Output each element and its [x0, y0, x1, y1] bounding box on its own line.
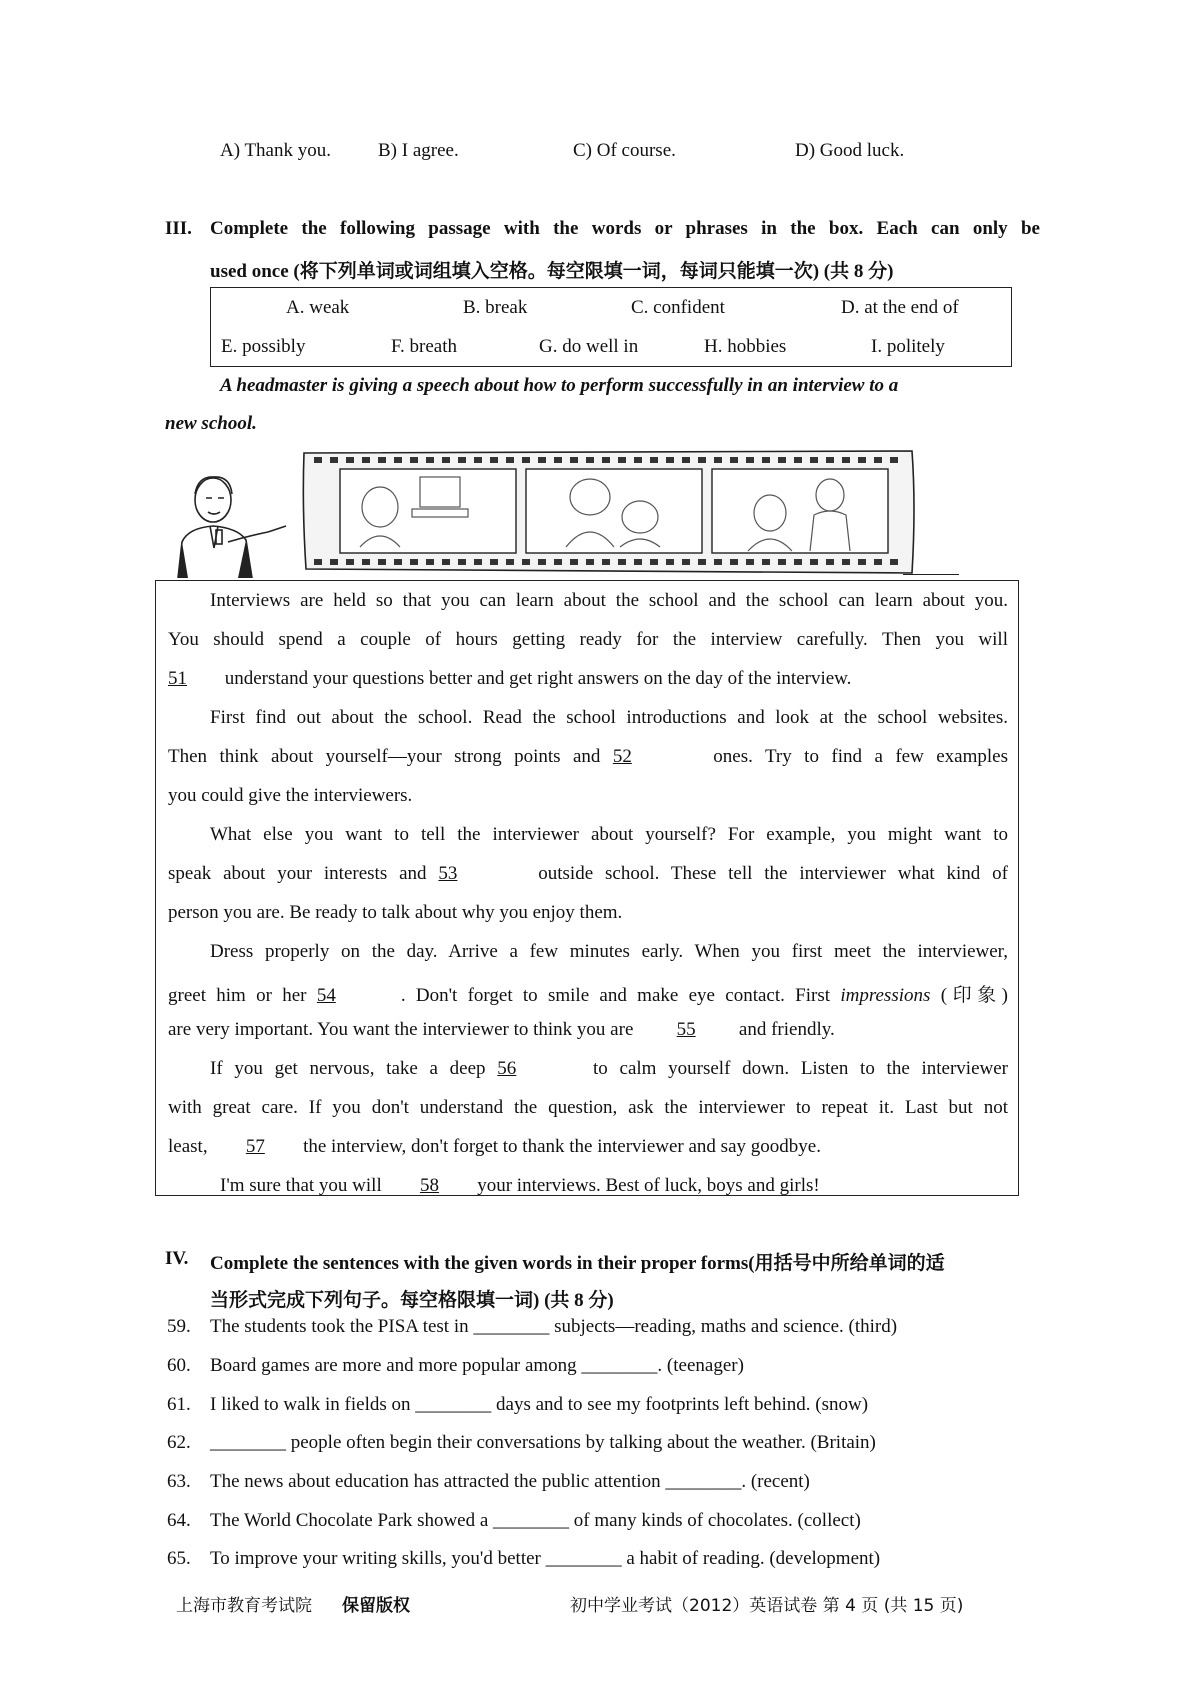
passage-line-with-blank — [168, 980, 1008, 1007]
passage-line: Dress properly on the day. Arrive a few minutes early. When you first meet the interviewer, — [210, 941, 1008, 962]
passage-text: to calm yourself down. Listen to the interviewer — [581, 1058, 1008, 1079]
passage-line — [168, 1019, 1008, 1041]
question-text[interactable]: Board games are more and more popular among ________. (teenager) — [210, 1355, 744, 1376]
question-text[interactable]: The World Chocolate Park showed a ________ of many kinds of chocolates. (collect) — [210, 1510, 861, 1531]
passage-text: If you get nervous, take a deep — [210, 1058, 498, 1079]
passage-box — [155, 580, 1019, 1196]
passage-text: outside school. These tell the interviewer what kind of — [526, 863, 1008, 884]
passage-line: Interviews are held so that you can learn about the school and the school can learn about you. — [210, 590, 1008, 611]
blank-57[interactable]: 57 — [245, 1136, 265, 1157]
section4-numeral: IV. — [165, 1248, 189, 1269]
blank-52[interactable]: 52 — [612, 746, 632, 767]
headmaster-illustration — [168, 470, 308, 578]
question-text[interactable]: ________ people often begin their conversations by talking about the weather. (Britain) — [210, 1432, 876, 1453]
passage-line: You should spend a couple of hours getting ready for the interview carefully. Then you will — [168, 629, 1008, 650]
question-number: 64. — [167, 1510, 191, 1531]
passage-text: speak about your interests and — [168, 863, 439, 884]
section3-instruction-line2: used once (将下列单词或词组填入空格。每空限填一词，每词只能填一次) (共 8 分) — [210, 261, 894, 282]
passage-text: . Don't forget to smile and make eye contact. First — [400, 985, 841, 1006]
passage-text: greet him or her — [168, 985, 317, 1006]
blank-56[interactable]: 56 — [497, 1058, 517, 1079]
word-option-e: E. possibly — [221, 336, 306, 357]
question-number: 63. — [167, 1471, 191, 1492]
word-option-i: I. politely — [871, 336, 945, 357]
passage-line — [168, 668, 1008, 690]
passage-italic-word: impressions — [840, 985, 931, 1006]
blank-55[interactable]: 55 — [676, 1019, 696, 1040]
passage-line: person you are. Be ready to talk about why you enjoy them. — [168, 902, 623, 923]
word-box — [210, 287, 1012, 367]
prev-option-b: B) I agree. — [378, 140, 459, 161]
blank-51[interactable]: 51 — [168, 668, 187, 689]
passage-line: First find out about the school. Read the school introductions and look at the school websites. — [210, 707, 1008, 728]
passage-text: and friendly. — [734, 1019, 835, 1040]
blank-58[interactable]: 58 — [419, 1175, 439, 1196]
question-text[interactable]: I liked to walk in fields on ________ days and to see my footprints left behind. (snow) — [210, 1394, 869, 1415]
passage-text: Then think about yourself—your strong points and — [168, 746, 613, 767]
film-strip-illustration — [300, 447, 920, 575]
footer-publisher: 上海市教育考试院 — [176, 1596, 312, 1616]
question-text[interactable]: The news about education has attracted the public attention ________. (recent) — [210, 1471, 810, 1492]
question-number: 59. — [167, 1316, 191, 1337]
section3-instruction-line1: Complete the following passage with the words or phrases in the box. Each can only be — [210, 218, 1040, 239]
prev-option-c: C) Of course. — [573, 140, 676, 161]
section3-numeral: III. — [165, 218, 192, 239]
blank-54[interactable]: 54 — [316, 985, 336, 1006]
passage-line — [168, 746, 1008, 768]
prev-option-d: D) Good luck. — [795, 140, 905, 161]
illustration-rule — [903, 574, 959, 575]
footer-exam-info: 初中学业考试（2012）英语试卷 第 4 页 (共 15 页) — [570, 1596, 964, 1616]
passage-text: are very important. You want the interviewer to think you are — [168, 1019, 639, 1040]
passage-text: I'm sure that you will — [220, 1175, 387, 1196]
passage-text: least, — [168, 1136, 213, 1157]
word-option-b: B. break — [463, 297, 528, 318]
passage-intro-line1: A headmaster is giving a speech about how to perform successfully in an interview to a — [220, 375, 899, 396]
passage-line: What else you want to tell the interviewer about yourself? For example, you might want to — [210, 824, 1008, 845]
passage-text: (印象) — [930, 985, 1008, 1006]
word-option-f: F. breath — [391, 336, 458, 357]
passage-line — [210, 1058, 1008, 1080]
passage-line — [168, 863, 1008, 885]
section4-instruction-line2: 当形式完成下列句子。每空格限填一词) (共 8 分) — [210, 1290, 614, 1311]
blank-53[interactable]: 53 — [438, 863, 458, 884]
question-text[interactable]: To improve your writing skills, you'd better ________ a habit of reading. (development) — [210, 1548, 881, 1569]
footer-copyright: 保留版权 — [342, 1596, 410, 1616]
question-text[interactable]: The students took the PISA test in ________ subjects—reading, maths and science. (third) — [210, 1316, 898, 1337]
section3-instruction — [210, 218, 1040, 240]
word-option-h: H. hobbies — [704, 336, 787, 357]
section4-instruction-line1: Complete the sentences with the given words in their proper forms(用括号中所给单词的适 — [210, 1253, 945, 1274]
word-option-g: G. do well in — [539, 336, 639, 357]
question-number: 61. — [167, 1394, 191, 1415]
passage-line-with-blank — [210, 1058, 1008, 1080]
word-option-c: C. confident — [631, 297, 725, 318]
word-option-d: D. at the end of — [841, 297, 959, 318]
question-number: 62. — [167, 1432, 191, 1453]
passage-line-with-blank — [168, 863, 1008, 885]
passage-line — [168, 980, 1008, 1007]
passage-line-with-blank — [168, 746, 1008, 768]
question-number: 60. — [167, 1355, 191, 1376]
passage-line — [220, 1175, 1060, 1197]
passage-text: the interview, don't forget to thank the interviewer and say goodbye. — [298, 1136, 821, 1157]
word-option-a: A. weak — [286, 297, 350, 318]
passage-text: ones. Try to find a few examples — [700, 746, 1008, 767]
passage-line: you could give the interviewers. — [168, 785, 413, 806]
passage-text: understand your questions better and get right answers on the day of the interview. — [220, 668, 852, 689]
passage-line: with great care. If you don't understand the question, ask the interviewer to repeat it. Last but not — [168, 1097, 1008, 1118]
passage-line — [168, 1136, 1008, 1158]
passage-intro-line2: new school. — [165, 413, 257, 434]
prev-option-a: A) Thank you. — [220, 140, 331, 161]
passage-text: your interviews. Best of luck, boys and girls! — [472, 1175, 820, 1196]
question-number: 65. — [167, 1548, 191, 1569]
